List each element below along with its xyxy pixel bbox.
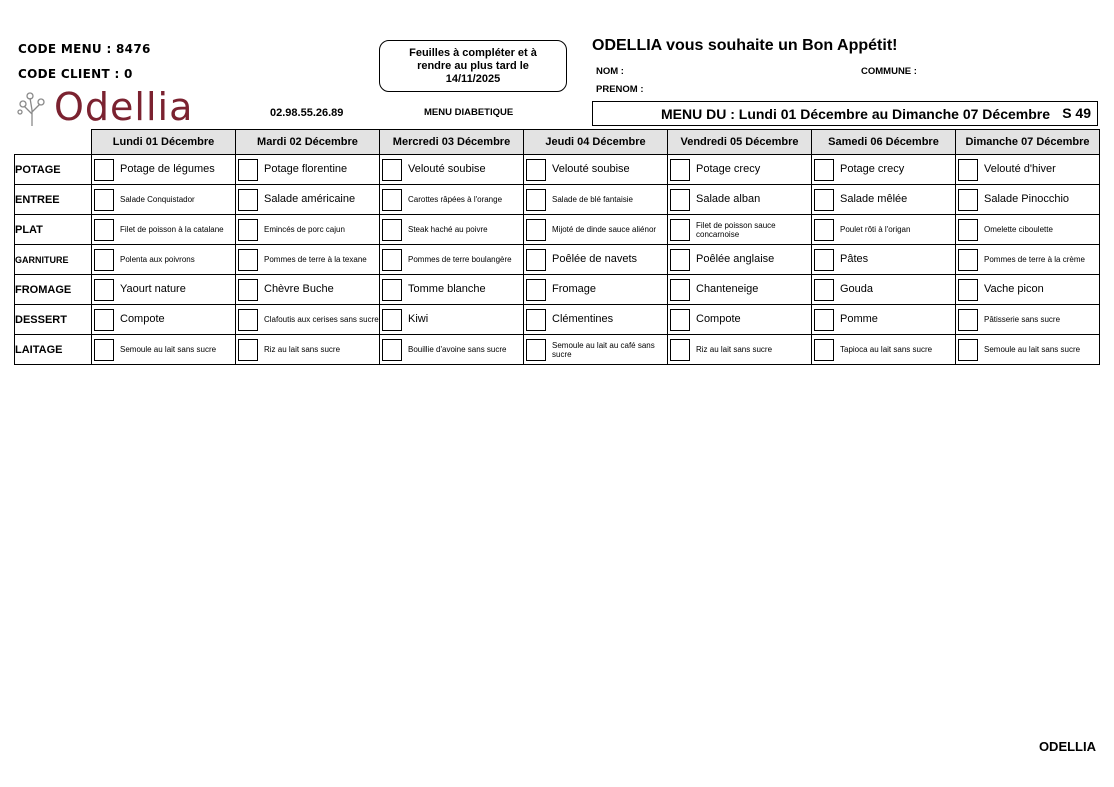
selection-checkbox[interactable] — [382, 339, 402, 361]
dish-name: Chèvre Buche — [264, 283, 334, 295]
selection-checkbox[interactable] — [814, 309, 834, 331]
selection-checkbox[interactable] — [238, 279, 258, 301]
selection-checkbox[interactable] — [526, 219, 546, 241]
dish-name: Carottes râpées à l'orange — [408, 195, 503, 204]
menu-cell — [380, 305, 524, 335]
dish-name: Fromage — [552, 283, 597, 295]
day-header: Mercredi 03 Décembre — [380, 130, 524, 155]
menu-cell — [668, 305, 812, 335]
category-label: DESSERT — [15, 305, 92, 335]
menu-cell — [812, 275, 956, 305]
menu-cell — [236, 335, 380, 365]
menu-cell — [524, 155, 668, 185]
dish-name: Bouillie d'avoine sans sucre — [408, 345, 507, 354]
day-header: Samedi 06 Décembre — [812, 130, 956, 155]
selection-checkbox[interactable] — [526, 159, 546, 181]
dish-name: Riz au lait sans sucre — [264, 345, 341, 354]
odellia-logo — [14, 86, 214, 128]
category-label: ENTREE — [15, 185, 92, 215]
menu-cell — [524, 305, 668, 335]
menu-cell — [92, 305, 236, 335]
dish-name: Pomme — [840, 313, 878, 325]
menu-row-fromage — [15, 275, 1100, 305]
menu-cell — [380, 215, 524, 245]
dish-name: Velouté soubise — [408, 163, 486, 175]
selection-checkbox[interactable] — [670, 249, 690, 271]
menu-cell — [668, 185, 812, 215]
dish-name: Potage crecy — [696, 163, 761, 175]
menu-cell — [812, 185, 956, 215]
dish-name: Salade Conquistador — [120, 195, 195, 204]
selection-checkbox[interactable] — [814, 159, 834, 181]
selection-checkbox[interactable] — [670, 339, 690, 361]
menu-cell — [668, 335, 812, 365]
menu-cell — [524, 185, 668, 215]
dish-name: Tomme blanche — [408, 283, 486, 295]
dish-name: Compote — [696, 313, 741, 325]
tree-icon — [14, 88, 54, 128]
menu-cell — [524, 215, 668, 245]
code-client: CODE CLIENT : 0 — [18, 67, 133, 81]
selection-checkbox[interactable] — [94, 219, 114, 241]
dish-name: Riz au lait sans sucre — [696, 345, 773, 354]
selection-checkbox[interactable] — [814, 219, 834, 241]
selection-checkbox[interactable] — [958, 339, 978, 361]
logo-text: Odellia — [54, 85, 194, 129]
menu-period: MENU DU : Lundi 01 Décembre au Dimanche 07 Décembre — [661, 106, 1051, 122]
grid-corner — [15, 130, 92, 155]
day-header: Lundi 01 Décembre — [92, 130, 236, 155]
dish-name: Velouté d'hiver — [984, 163, 1056, 175]
selection-checkbox[interactable] — [526, 279, 546, 301]
selection-checkbox[interactable] — [238, 189, 258, 211]
day-header: Vendredi 05 Décembre — [668, 130, 812, 155]
menu-cell — [380, 185, 524, 215]
deadline-notice-text: Feuilles à compléter et à rendre au plus tard le 14/11/2025 — [409, 46, 537, 85]
menu-row-garniture — [15, 245, 1100, 275]
dish-name: Clémentines — [552, 313, 614, 325]
menu-cell — [380, 155, 524, 185]
dish-name: Vache picon — [984, 283, 1044, 295]
menu-period-box — [592, 101, 1098, 126]
selection-checkbox[interactable] — [958, 159, 978, 181]
selection-checkbox[interactable] — [670, 159, 690, 181]
selection-checkbox[interactable] — [814, 249, 834, 271]
day-header: Mardi 02 Décembre — [236, 130, 380, 155]
dish-name: Filet de poisson sauce concarnoise — [696, 220, 776, 239]
menu-cell — [236, 215, 380, 245]
greeting: ODELLIA vous souhaite un Bon Appétit! — [592, 37, 898, 54]
day-header: Dimanche 07 Décembre — [956, 130, 1100, 155]
menu-cell — [236, 305, 380, 335]
menu-cell — [92, 185, 236, 215]
menu-row-dessert — [15, 305, 1100, 335]
selection-checkbox[interactable] — [526, 189, 546, 211]
dish-name: Mijoté de dinde sauce aliénor — [552, 225, 657, 234]
selection-checkbox[interactable] — [526, 339, 546, 361]
selection-checkbox[interactable] — [94, 309, 114, 331]
selection-checkbox[interactable] — [238, 219, 258, 241]
selection-checkbox[interactable] — [670, 219, 690, 241]
dish-name: Poulet rôti à l'origan — [840, 225, 911, 234]
menu-cell — [92, 335, 236, 365]
category-label: PLAT — [15, 215, 92, 245]
dish-name: Salade mêlée — [840, 193, 908, 205]
menu-cell — [812, 215, 956, 245]
menu-cell — [236, 275, 380, 305]
selection-checkbox[interactable] — [382, 159, 402, 181]
dish-name: Emincés de porc cajun — [264, 225, 345, 234]
menu-cell — [92, 155, 236, 185]
dish-name: Steak haché au poivre — [408, 225, 488, 234]
menu-cell — [956, 335, 1100, 365]
dish-name: Tapioca au lait sans sucre — [840, 345, 933, 354]
dish-name: Salade américaine — [264, 193, 356, 205]
commune-label: COMMUNE : — [861, 66, 917, 77]
selection-checkbox[interactable] — [382, 279, 402, 301]
dish-name: Yaourt nature — [120, 283, 186, 295]
menu-grid — [14, 129, 1100, 365]
dish-name: Potage florentine — [264, 163, 348, 175]
selection-checkbox[interactable] — [526, 249, 546, 271]
selection-checkbox[interactable] — [382, 249, 402, 271]
dish-name: Velouté soubise — [552, 163, 630, 175]
menu-cell — [812, 305, 956, 335]
day-header-row — [15, 130, 1100, 155]
selection-checkbox[interactable] — [958, 309, 978, 331]
selection-checkbox[interactable] — [238, 309, 258, 331]
selection-checkbox[interactable] — [670, 309, 690, 331]
menu-row-laitage — [15, 335, 1100, 365]
selection-checkbox[interactable] — [94, 189, 114, 211]
selection-checkbox[interactable] — [958, 189, 978, 211]
selection-checkbox[interactable] — [958, 249, 978, 271]
prenom-label: PRENOM : — [596, 84, 644, 95]
menu-cell — [92, 275, 236, 305]
menu-cell — [812, 245, 956, 275]
selection-checkbox[interactable] — [814, 189, 834, 211]
dish-name: Filet de poisson à la catalane — [120, 225, 224, 234]
menu-cell — [236, 245, 380, 275]
dish-name: Semoule au lait sans sucre — [984, 345, 1081, 354]
selection-checkbox[interactable] — [382, 309, 402, 331]
menu-cell — [236, 185, 380, 215]
selection-checkbox[interactable] — [814, 339, 834, 361]
code-menu: CODE MENU : 8476 — [18, 42, 151, 56]
menu-cell — [524, 335, 668, 365]
dish-name: Semoule au lait au café sans sucre — [552, 340, 655, 359]
menu-cell — [380, 335, 524, 365]
dish-name: Omelette ciboulette — [984, 225, 1053, 234]
dish-name: Clafoutis aux cerises sans sucre — [264, 315, 379, 324]
day-header: Jeudi 04 Décembre — [524, 130, 668, 155]
menu-cell — [956, 155, 1100, 185]
menu-cell — [236, 155, 380, 185]
selection-checkbox[interactable] — [382, 219, 402, 241]
menu-row-plat — [15, 215, 1100, 245]
selection-checkbox[interactable] — [94, 339, 114, 361]
selection-checkbox[interactable] — [382, 189, 402, 211]
week-number: S 49 — [1062, 105, 1091, 121]
menu-cell — [956, 305, 1100, 335]
category-label: POTAGE — [15, 155, 92, 185]
selection-checkbox[interactable] — [94, 249, 114, 271]
dish-name: Polenta aux poivrons — [120, 255, 195, 264]
dish-name: Pommes de terre boulangère — [408, 255, 512, 264]
menu-cell — [380, 245, 524, 275]
dish-name: Gouda — [840, 283, 874, 295]
menu-row-entree — [15, 185, 1100, 215]
dish-name: Pâtes — [840, 253, 869, 265]
phone-number: 02.98.55.26.89 — [270, 107, 344, 119]
dish-name: Salade de blé fantaisie — [552, 195, 633, 204]
category-label: FROMAGE — [15, 275, 92, 305]
dish-name: Potage crecy — [840, 163, 905, 175]
menu-cell — [956, 215, 1100, 245]
menu-cell — [956, 275, 1100, 305]
dish-name: Poêlée anglaise — [696, 253, 775, 265]
dish-name: Pâtisserie sans sucre — [984, 315, 1061, 324]
footer-brand: ODELLIA — [1038, 739, 1096, 754]
dish-name: Pommes de terre à la texane — [264, 255, 367, 264]
selection-checkbox[interactable] — [526, 309, 546, 331]
menu-cell — [668, 275, 812, 305]
selection-checkbox[interactable] — [238, 339, 258, 361]
menu-cell — [92, 245, 236, 275]
menu-cell — [668, 245, 812, 275]
menu-cell — [812, 155, 956, 185]
category-label: GARNITURE — [15, 245, 92, 275]
selection-checkbox[interactable] — [670, 279, 690, 301]
selection-checkbox[interactable] — [958, 279, 978, 301]
dish-name: Salade alban — [696, 193, 761, 205]
grid-body — [15, 155, 1100, 365]
selection-checkbox[interactable] — [94, 279, 114, 301]
menu-cell — [380, 275, 524, 305]
dish-name: Chanteneige — [696, 283, 759, 295]
dish-name: Compote — [120, 313, 165, 325]
menu-cell — [956, 245, 1100, 275]
dish-name: Kiwi — [408, 313, 429, 325]
selection-checkbox[interactable] — [958, 219, 978, 241]
selection-checkbox[interactable] — [814, 279, 834, 301]
menu-cell — [524, 275, 668, 305]
dish-name: Semoule au lait sans sucre — [120, 345, 217, 354]
menu-cell — [812, 335, 956, 365]
menu-cell — [524, 245, 668, 275]
selection-checkbox[interactable] — [670, 189, 690, 211]
selection-checkbox[interactable] — [94, 159, 114, 181]
nom-label: NOM : — [596, 66, 624, 77]
menu-cell — [668, 215, 812, 245]
dish-name: Poêlée de navets — [552, 253, 638, 265]
deadline-notice — [379, 40, 567, 92]
category-label: LAITAGE — [15, 335, 92, 365]
selection-checkbox[interactable] — [238, 159, 258, 181]
selection-checkbox[interactable] — [238, 249, 258, 271]
menu-cell — [92, 215, 236, 245]
menu-cell — [668, 155, 812, 185]
dish-name: Salade Pinocchio — [984, 193, 1070, 205]
dish-name: Potage de légumes — [120, 163, 215, 175]
dish-name: Pommes de terre à la crème — [984, 255, 1085, 264]
menu-type: MENU DIABETIQUE — [424, 107, 514, 118]
menu-row-potage — [15, 155, 1100, 185]
menu-cell — [956, 185, 1100, 215]
